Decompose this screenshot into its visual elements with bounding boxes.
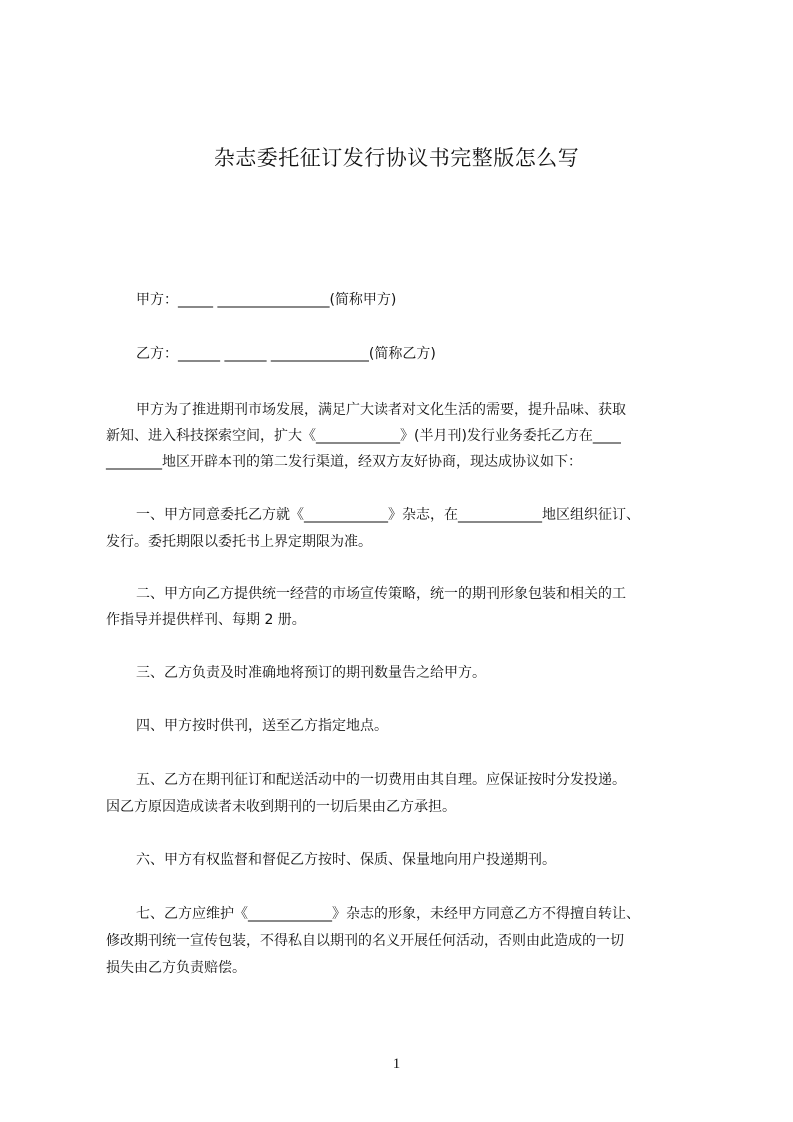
party-a-line: 甲方：_____ ________________(简称甲方) [136,292,397,308]
document-title: 杂志委托征订发行协议书完整版怎么写 [213,146,580,170]
clause-5-line-1: 五、乙方在期刊征订和配送活动中的一切费用由其自理。应保证按时分发投递。 [136,772,626,788]
clause-2-line-2: 作指导并提供样刊、每期 2 册。 [106,612,306,628]
preamble-line-1: 甲方为了推进期刊市场发展，满足广大读者对文化生活的需要，提升品味、获取 [136,402,626,418]
preamble-line-3: ________地区开辟本刊的第二发行渠道，经双方友好协商，现达成协议如下： [106,454,582,470]
page-number: 1 [392,1056,401,1072]
clause-4: 四、甲方按时供刊，送至乙方指定地点。 [136,718,388,734]
clause-7-line-3: 损失由乙方负责赔偿。 [106,960,246,976]
clause-1-line-2: 发行。委托期限以委托书上界定期限为准。 [106,534,372,550]
clause-3: 三、乙方负责及时准确地将预订的期刊数量告之给甲方。 [136,665,486,681]
party-b-line: 乙方：______ ______ ______________(简称乙方) [136,346,436,362]
clause-6: 六、甲方有权监督和督促乙方按时、保质、保量地向用户投递期刊。 [136,852,556,868]
preamble-line-2: 新知、进入科技探索空间，扩大《____________》(半月刊)发行业务委托乙方在____ [106,428,621,444]
clause-5-line-2: 因乙方原因造成读者未收到期刊的一切后果由乙方承担。 [106,799,456,815]
clause-1-line-1: 一、甲方同意委托乙方就《____________》杂志，在____________地区组织征订、 [136,507,640,523]
clause-2-line-1: 二、甲方向乙方提供统一经营的市场宣传策略，统一的期刊形象包装和相关的工 [136,586,626,602]
clause-7-line-1: 七、乙方应维护《____________》杂志的形象，未经甲方同意乙方不得擅自转让、 [136,906,640,922]
clause-7-line-2: 修改期刊统一宣传包装，不得私自以期刊的名义开展任何活动，否则由此造成的一切 [106,933,624,949]
